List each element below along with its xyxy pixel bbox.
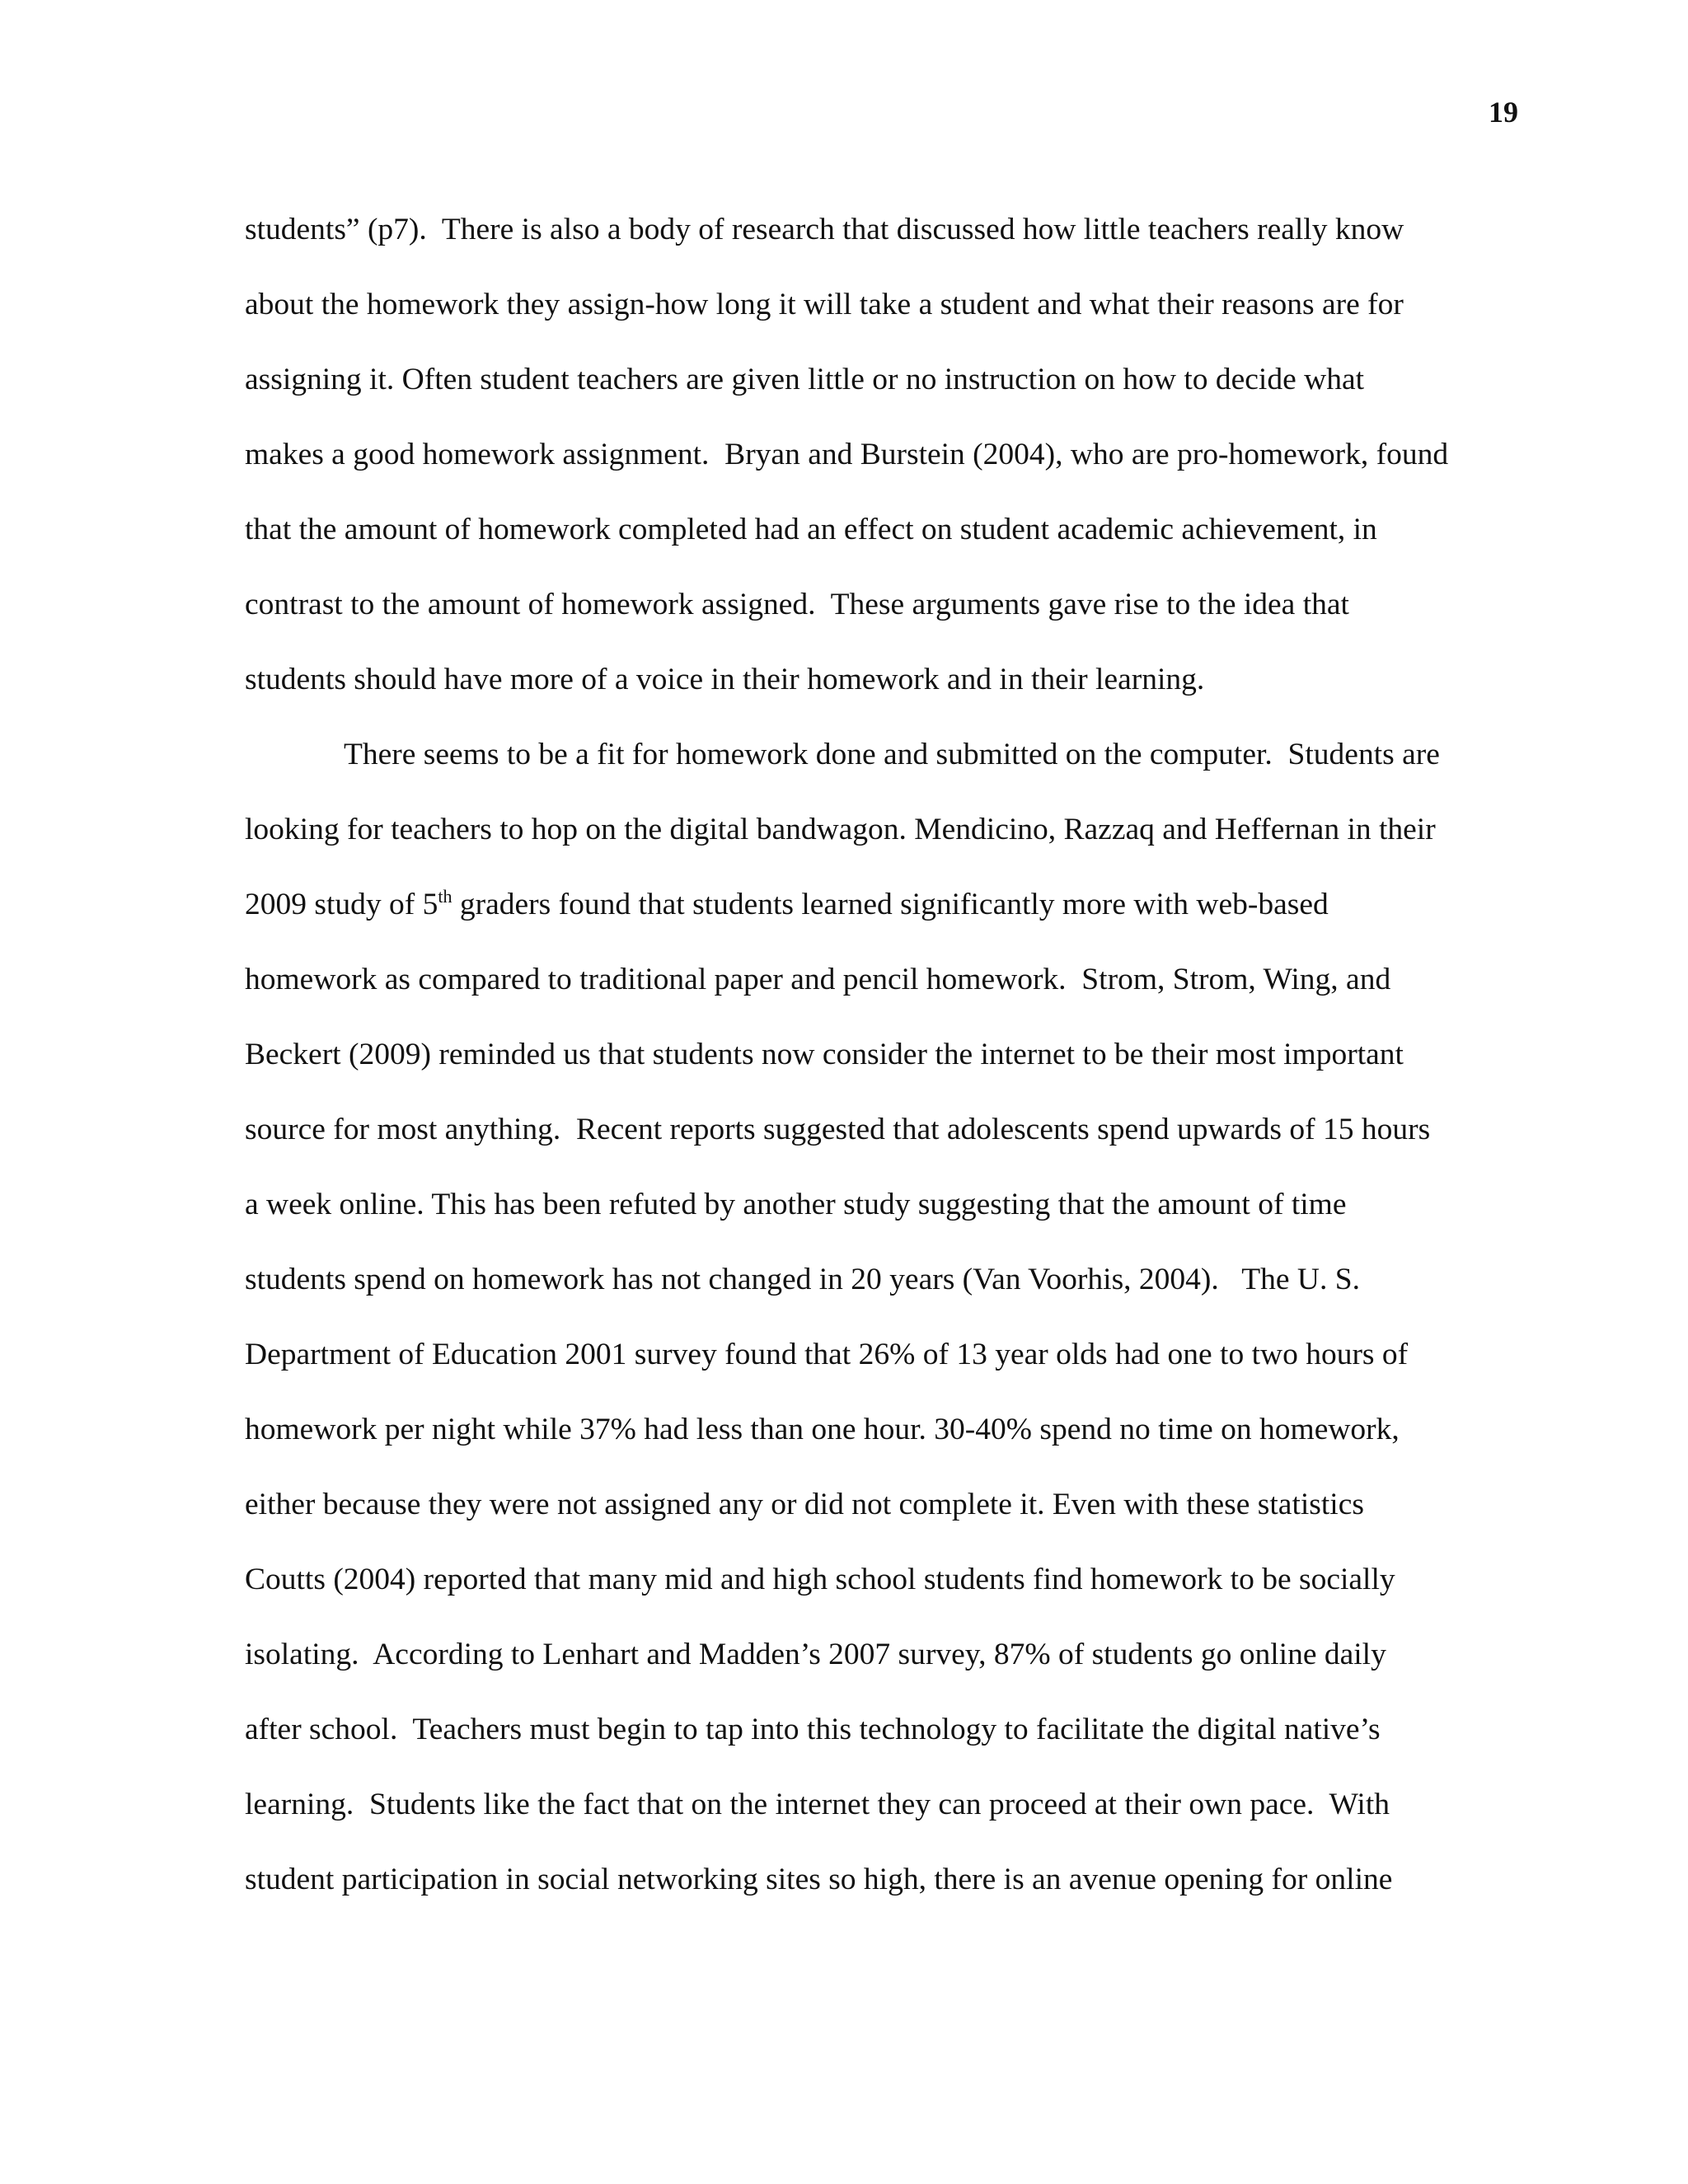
- superscript: th: [438, 886, 452, 907]
- text-line: either because they were not assigned any or did not complete it. Even with these statistics: [245, 1488, 1364, 1521]
- text-line: source for most anything. Recent reports suggested that adolescents spend upwards of 15 hours: [245, 1113, 1431, 1146]
- text-line: after school. Teachers must begin to tap into this technology to facilitate the digital native’s: [245, 1713, 1381, 1746]
- text-line: [245, 867, 1523, 942]
- text-fragment: 2009 study of 5: [245, 888, 438, 921]
- document-body: [245, 192, 1523, 1917]
- text-line: makes a good homework assignment. Bryan and Burstein (2004), who are pro-homework, found: [245, 438, 1449, 471]
- text-line: homework as compared to traditional paper and pencil homework. Strom, Strom, Wing, and: [245, 963, 1391, 996]
- text-line: about the homework they assign-how long it will take a student and what their reasons are for: [245, 288, 1404, 321]
- text-line: a week online. This has been refuted by another study suggesting that the amount of time: [245, 1188, 1347, 1221]
- text-line: Beckert (2009) reminded us that students now consider the internet to be their most important: [245, 1038, 1404, 1071]
- text-line: student participation in social networking sites so high, there is an avenue opening for online: [245, 1863, 1393, 1896]
- text-line: Department of Education 2001 survey found that 26% of 13 year olds had one to two hours of: [245, 1338, 1409, 1371]
- text-line: students should have more of a voice in their homework and in their learning.: [245, 663, 1205, 696]
- text-line: There seems to be a fit for homework done and submitted on the computer. Students are: [344, 738, 1440, 771]
- text-line: Coutts (2004) reported that many mid and high school students find homework to be socially: [245, 1563, 1395, 1596]
- text-line: students” (p7). There is also a body of research that discussed how little teachers really know: [245, 213, 1404, 246]
- paragraph: [245, 192, 1523, 717]
- text-line: looking for teachers to hop on the digital bandwagon. Mendicino, Razzaq and Heffernan in their: [245, 813, 1436, 846]
- text-line: assigning it. Often student teachers are given little or no instruction on how to decide what: [245, 363, 1365, 396]
- text-line: learning. Students like the fact that on the internet they can proceed at their own pace. With: [245, 1788, 1390, 1821]
- paragraph: [245, 717, 1523, 1917]
- text-fragment: graders found that students learned significantly more with web-based: [452, 888, 1329, 921]
- text-line: students spend on homework has not changed in 20 years (Van Voorhis, 2004). The U. S.: [245, 1263, 1360, 1296]
- text-line: isolating. According to Lenhart and Madden’s 2007 survey, 87% of students go online daily: [245, 1638, 1386, 1671]
- text-line: that the amount of homework completed had an effect on student academic achievement, in: [245, 513, 1377, 546]
- text-line: contrast to the amount of homework assigned. These arguments gave rise to the idea that: [245, 588, 1349, 621]
- text-line: homework per night while 37% had less than one hour. 30-40% spend no time on homework,: [245, 1413, 1400, 1446]
- page-number: 19: [1489, 96, 1518, 129]
